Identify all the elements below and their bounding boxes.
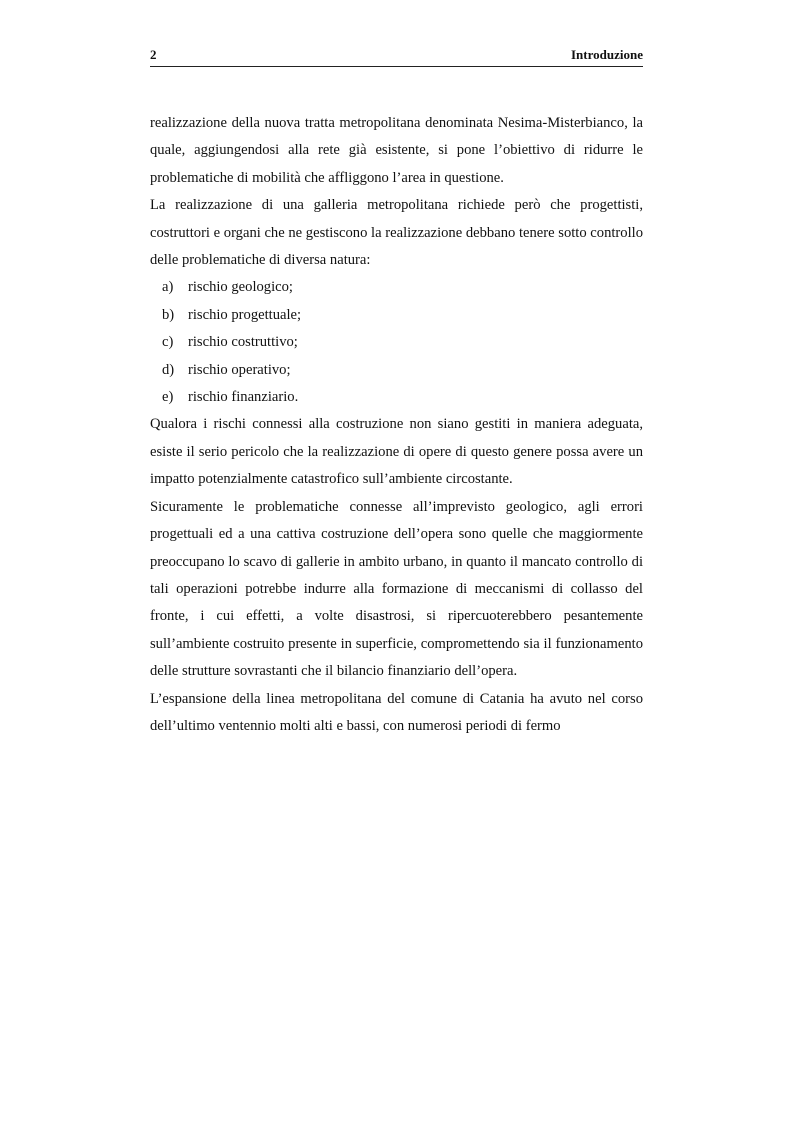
list-item-text: rischio operativo; (188, 361, 291, 378)
paragraph-geological-issues: Sicuramente le problematiche connesse all’imprevisto geologico, agli errori progettuali ed a una cattiva costruzione dell’opera sono quelle che maggiormente preoccupano lo scavo di gallerie in ambito urbano, in quanto il mancato controllo di tali operazioni potrebbe indurre alla formazione di meccanismi di collasso del fronte, i cui effetti, a volte disastrosi, si ripercuoterebbero pesantemente sull’ambiente costruito presente in superficie, compromettendo sia il funzionamento delle strutture sovrastanti che il bilancio finanziario dell’opera. (150, 498, 643, 680)
paragraph-risk-consequences: Qualora i rischi connessi alla costruzione non siano gestiti in maniera adeguata, esiste il serio pericolo che la realizzazione di opere di questo genere possa avere un impatto potenzialmente catastrofico sull’ambiente circostante. (150, 416, 643, 488)
paragraph-catania-expansion: L’espansione della linea metropolitana del comune di Catania ha avuto nel corso dell’ultimo ventennio molti alti e bassi, con numerosi periodi di fermo (150, 690, 643, 734)
list-item (162, 384, 643, 411)
list-marker: a) (162, 279, 174, 296)
list-item-text: rischio geologico; (188, 279, 293, 296)
risk-list (150, 274, 643, 411)
list-item (162, 357, 643, 384)
page-header (150, 47, 643, 67)
list-item-text: rischio costruttivo; (188, 334, 298, 351)
list-marker: c) (162, 334, 174, 351)
list-item (162, 302, 643, 329)
list-marker: b) (162, 306, 175, 323)
paragraph-risk-control: La realizzazione di una galleria metropolitana richiede però che progettisti, costruttori e organi che ne gestiscono la realizzazione debbano tenere sotto controllo delle problematiche di diversa natura: (150, 197, 643, 269)
page-number: 2 (150, 47, 157, 62)
list-item (162, 329, 643, 356)
body-text (150, 110, 643, 740)
list-item-text: rischio finanziario. (188, 389, 299, 406)
list-item-text: rischio progettuale; (188, 306, 302, 323)
paragraph-intro: realizzazione della nuova tratta metropolitana denominata Nesima-Misterbianco, la quale, aggiungendosi alla rete già esistente, si pone l’obiettivo di ridurre le problematiche di mobilità che affliggono l’area in questione. (150, 115, 643, 186)
list-marker: d) (162, 361, 175, 378)
list-marker: e) (162, 389, 174, 406)
list-item (162, 274, 643, 301)
running-title: Introduzione (571, 47, 643, 62)
